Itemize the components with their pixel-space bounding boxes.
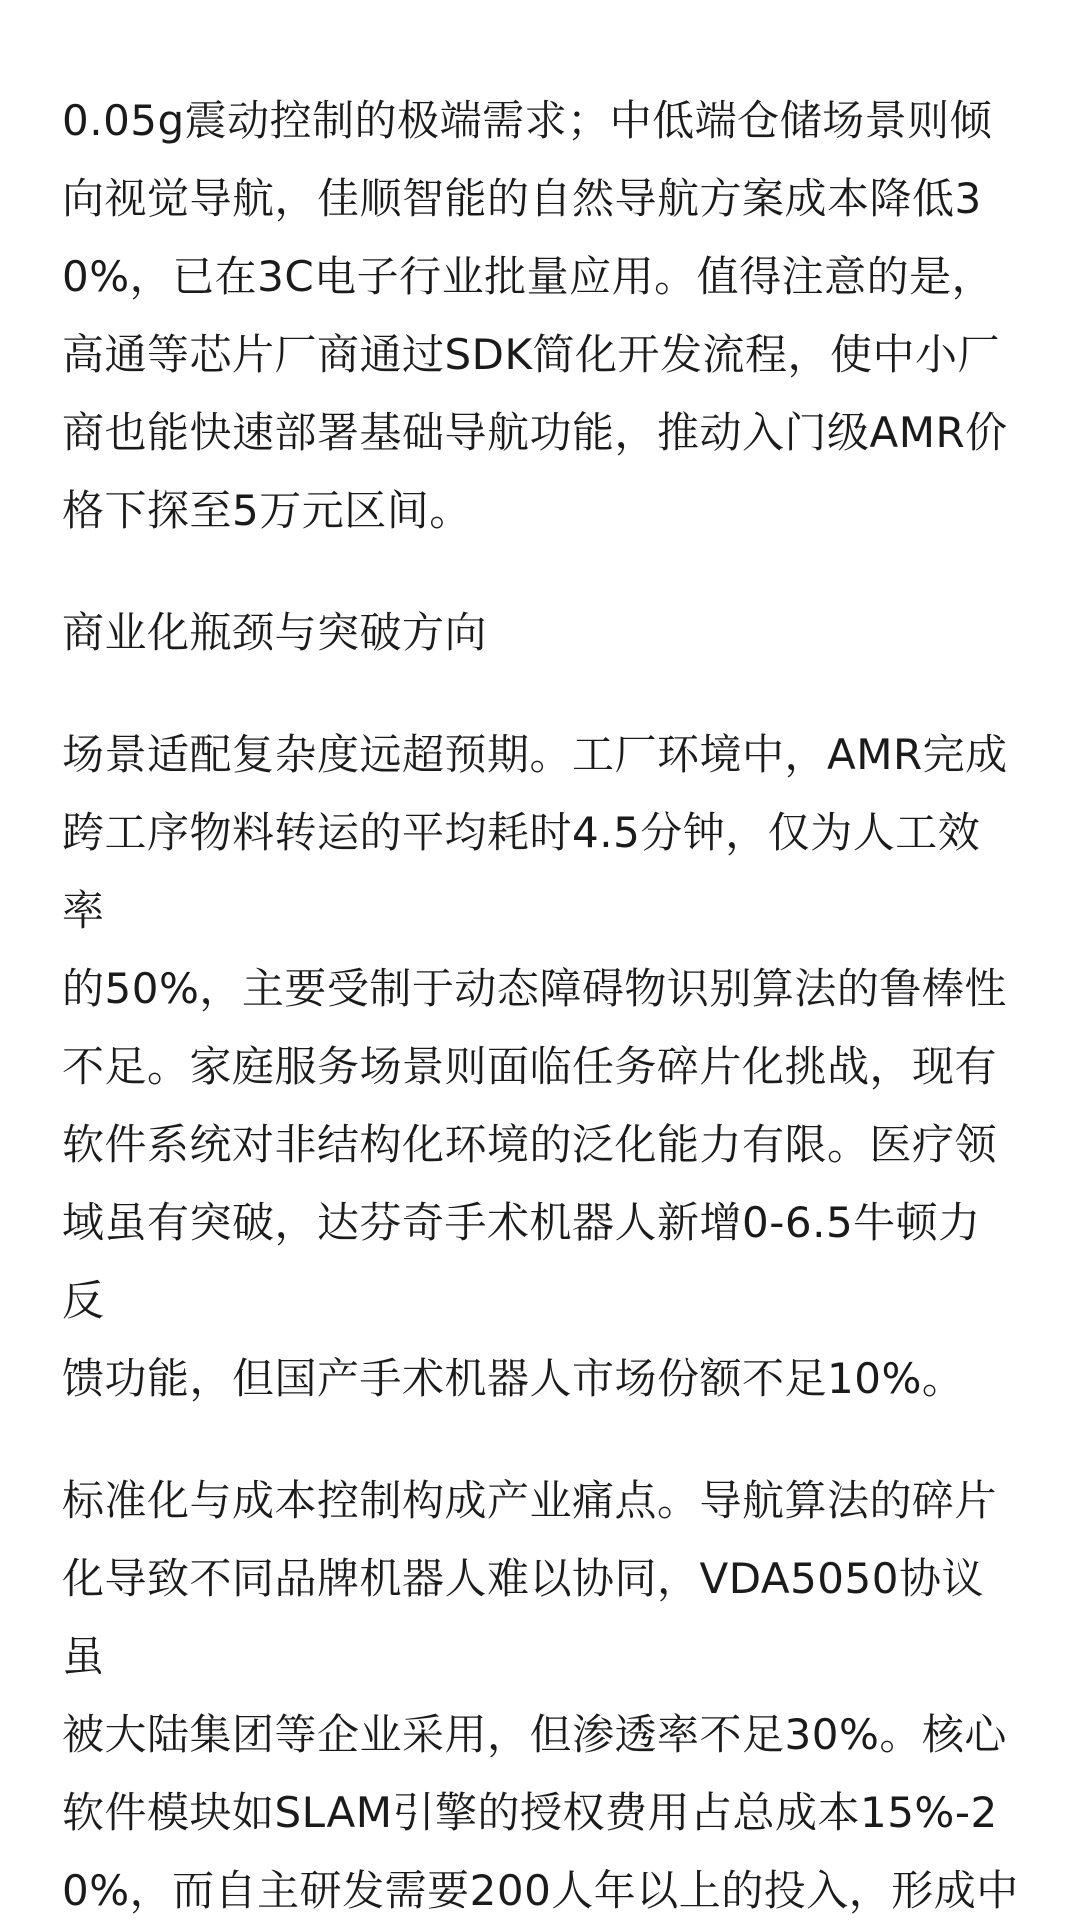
section-heading: 商业化瓶颈与突破方向 bbox=[62, 608, 488, 657]
paragraph-spacer bbox=[62, 1418, 1022, 1462]
article-body bbox=[62, 82, 1022, 1930]
paragraph-standardization-cost: 标准化与成本控制构成产业痛点。导航算法的碎片 化导致不同品牌机器人难以协同，VDA5050协议虽 被大陆集团等企业采用，但渗透率不足30%。核心 软件模块如SLAM引擎的授权费用占总成本15%-2 0%，而自主研发需要200人年以上的投入，形成中 bbox=[62, 1476, 1019, 1915]
paragraph-scenario-complexity: 场景适配复杂度远超预期。工厂环境中，AMR完成 跨工序物料转运的平均耗时4.5分钟，仅为人工效率 的50%，主要受制于动态障碍物识别算法的鲁棒性 不足。家庭服务场景则面临任务碎片化挑战，现有 软件系统对非结构化环境的泛化能力有限。医疗领 域虽有突破，达芬奇手术机器人新增0-6.5牛顿力反 馈功能，但国产手术机器人市场份额不足10%。 bbox=[62, 730, 1008, 1403]
paragraph-spacer bbox=[62, 550, 1022, 594]
paragraph-spacer bbox=[62, 672, 1022, 716]
paragraph-navigation-cost: 0.05g震动控制的极端需求；中低端仓储场景则倾 向视觉导航，佳顺智能的自然导航方案成本降低3 0%，已在3C电子行业批量应用。值得注意的是， 高通等芯片厂商通过SDK简化开发流程，使中小厂 商也能快速部署基础导航功能，推动入门级AMR价 格下探至5万元区间。 bbox=[62, 96, 1008, 535]
